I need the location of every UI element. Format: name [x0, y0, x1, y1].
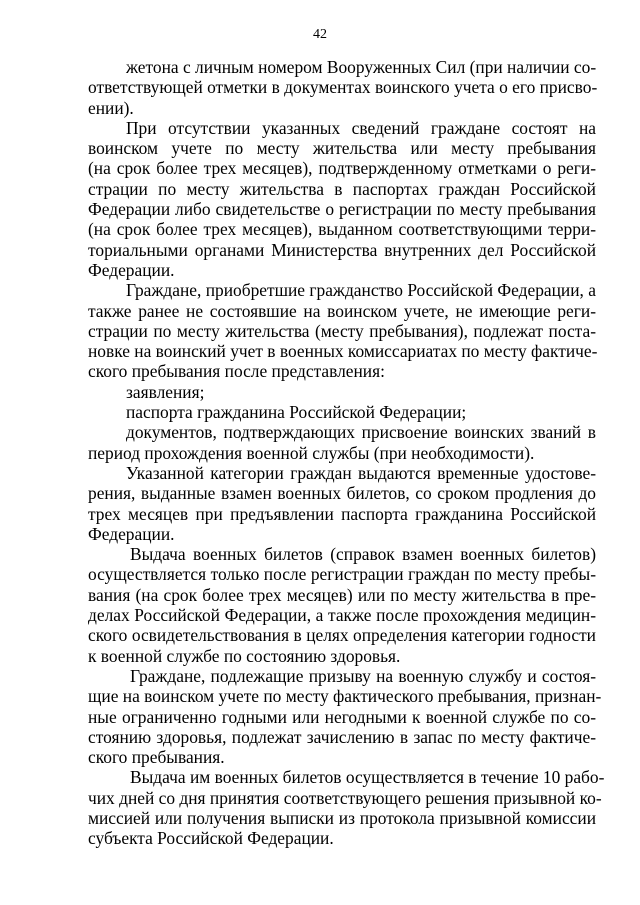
text-line: страции по месту жительства (месту пребывания), подлежат поста-	[88, 320, 596, 341]
text-line: щие на воинском учете по месту фактического пребывания, признан-	[88, 686, 602, 707]
text-line: При отсутствии указанных сведений граждане состоят на	[126, 117, 596, 138]
text-line: ского пребывания после представления:	[88, 361, 385, 382]
text-line: ении).	[88, 97, 134, 118]
text-line: Граждане, приобретшие гражданство Российской Федерации, а	[126, 280, 596, 301]
text-line: миссией или получения выписки из протокола призывной комиссии	[88, 807, 596, 828]
text-line: ского освидетельствования в целях определения категории годности	[88, 625, 596, 646]
text-line: Федерации либо свидетельстве о регистрации по месту пребывания	[88, 199, 596, 220]
text-line: к военной службе по состоянию здоровья.	[88, 645, 401, 666]
text-line: (на срок более трех месяцев), выданном соответствующими терри-	[88, 219, 596, 240]
text-line: Федерации.	[88, 259, 175, 280]
text-line: жетона с личным номером Вооруженных Сил (при наличии со-	[126, 57, 597, 77]
text-line: Выдача военных билетов (справок взамен военных билетов)	[130, 544, 596, 565]
text-line: вания (на срок более трех месяцев) или по месту жительства в пре-	[88, 584, 596, 605]
text-line: (на срок более трех месяцев), подтвержденному отметками о реги-	[88, 158, 596, 179]
page-number: 42	[313, 27, 327, 42]
text-line: период прохождения военной службы (при необходимости).	[88, 442, 535, 463]
text-line: Федерации.	[88, 523, 175, 544]
text-line: ответствующей отметки в документах воинского учета о его присво-	[88, 77, 598, 98]
text-line: ные ограниченно годными или негодными к военной службе по со-	[88, 706, 596, 727]
text-line: заявления;	[126, 381, 205, 402]
text-line: Указанной категории граждан выдаются временные удостове-	[126, 462, 596, 483]
text-line: рения, выданные взамен военных билетов, со сроком продления до	[88, 483, 596, 504]
text-line: стоянию здоровья, подлежат зачислению в запас по месту фактиче-	[88, 726, 596, 747]
text-line: документов, подтверждающих присвоение воинских званий в	[126, 422, 596, 443]
text-line: делах Российской Федерации, а также после прохождения медицин-	[88, 605, 596, 626]
document-body	[88, 57, 605, 849]
text-line: страции по месту жительства в паспортах граждан Российской	[88, 178, 596, 199]
text-line: субъекта Российской Федерации.	[88, 828, 334, 849]
text-line: трех месяцев при предъявлении паспорта гражданина Российской	[88, 503, 596, 524]
text-line: чих дней со дня принятия соответствующего решения призывной ко-	[88, 787, 602, 808]
text-line: новке на воинский учет в военных комиссариатах по месту фактиче-	[88, 341, 598, 362]
text-line: Выдача им военных билетов осуществляется в течение 10 рабо-	[130, 767, 605, 788]
text-line: ториальными органами Министерства внутренних дел Российской	[88, 239, 596, 260]
text-line: осуществляется только после регистрации граждан по месту пребы-	[88, 564, 596, 585]
text-line: ского пребывания.	[88, 747, 225, 768]
text-line: также ранее не состоявшие на воинском учете, не имеющие реги-	[88, 300, 596, 321]
text-line: воинском учете по месту жительства или месту пребывания	[88, 138, 596, 159]
text-line: паспорта гражданина Российской Федерации;	[126, 402, 467, 423]
text-line: Граждане, подлежащие призыву на военную службу и состоя-	[130, 665, 596, 686]
